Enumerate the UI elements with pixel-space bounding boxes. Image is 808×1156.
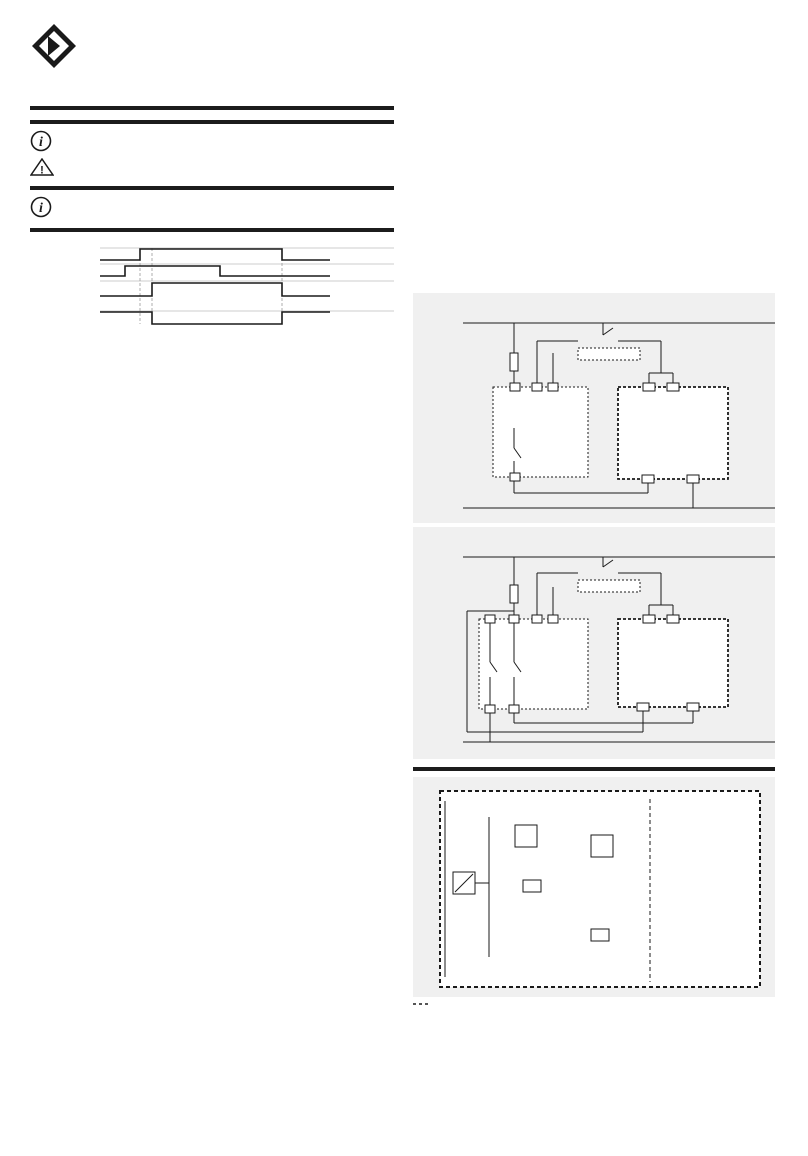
section-4-title: [30, 228, 394, 232]
dip-switch-tables: [413, 111, 775, 289]
dashed-line-icon: [413, 1001, 431, 1007]
section-1-title: [30, 106, 394, 110]
svg-text:!: !: [40, 164, 44, 176]
warning-note: [30, 158, 394, 176]
modulo-espansione-box: [618, 619, 728, 707]
waveform-nc: [100, 312, 330, 324]
isolation-legend: [413, 1001, 775, 1007]
relay-logic-icon: [591, 835, 613, 857]
start-switch-icon: [603, 560, 613, 567]
warning-icon: [30, 158, 54, 176]
wiring-diagram-1-channel: [413, 293, 775, 523]
waveform-y1y2: [100, 266, 330, 276]
waveform-no: [100, 283, 330, 296]
waveform-a1a2: [100, 249, 330, 260]
fuse-icon: [510, 585, 518, 603]
left-column: [30, 106, 394, 350]
info-icon: [30, 196, 52, 218]
info-note: [30, 130, 394, 152]
pizzato-logo: [30, 22, 205, 70]
dip-table-right: [597, 111, 775, 289]
right-column: [413, 106, 775, 1007]
section-3-title: [30, 186, 394, 190]
info-icon: [30, 130, 52, 152]
relay-logic-icon: [515, 825, 537, 847]
modulo-base-box: [493, 387, 588, 477]
timing-diagram: [30, 238, 394, 346]
logo-diamond-icon: [32, 24, 76, 68]
svg-text:i: i: [39, 201, 43, 216]
start-switch-icon: [603, 328, 613, 335]
modulo-base-box: [479, 619, 588, 709]
para-3-2: [30, 196, 394, 218]
wiring-diagram-2-channels: [413, 527, 775, 759]
internal-schema: [413, 777, 775, 997]
dip-table-left: [413, 111, 591, 289]
section-5-title: [413, 767, 775, 771]
fuse-icon: [510, 353, 518, 371]
section-2-title: [30, 120, 394, 124]
modulo-espansione-box: [618, 387, 728, 479]
svg-text:i: i: [39, 135, 43, 150]
device-outline: [440, 791, 760, 987]
